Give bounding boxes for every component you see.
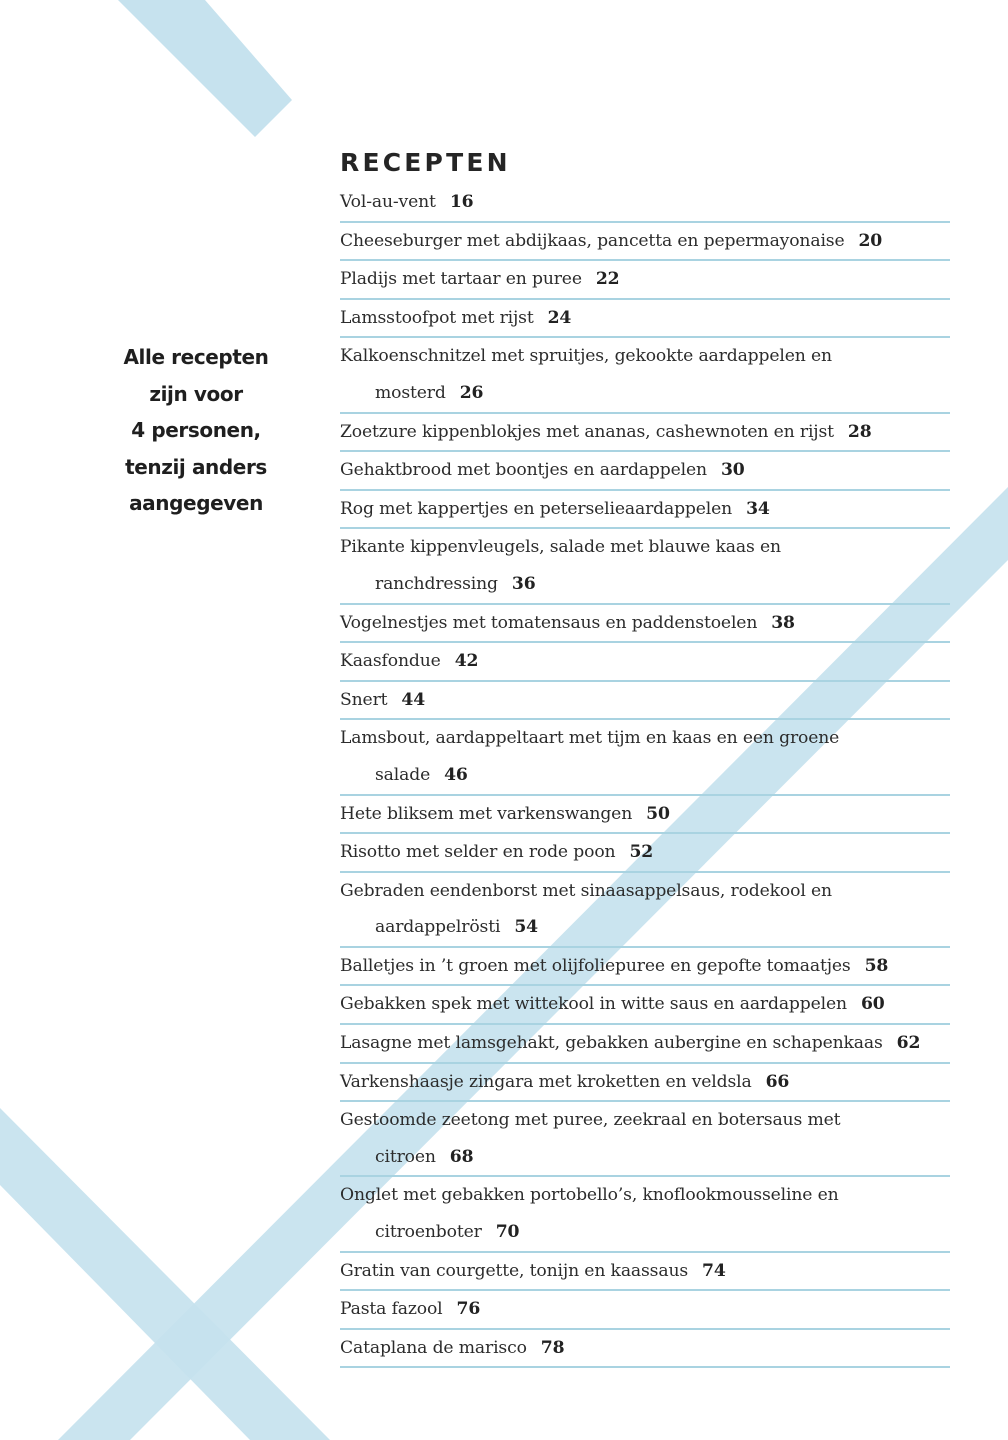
toc-entry-title [340, 796, 950, 833]
toc-entry[interactable] [340, 1025, 950, 1064]
toc-entry[interactable] [340, 986, 950, 1025]
recipe-title-text: Gehaktbrood met boontjes en aardappelen [340, 460, 707, 481]
recipe-title-text: Gratin van courgette, tonijn en kaassaus [340, 1260, 689, 1281]
servings-note-line: aangegeven [129, 491, 263, 516]
recipe-title-text: Kaasfondue [340, 651, 441, 672]
toc-entry[interactable] [340, 834, 950, 873]
page-number: 22 [595, 269, 620, 290]
toc-entry-title [340, 605, 950, 642]
page-number: 60 [860, 994, 885, 1015]
toc-entry[interactable] [340, 1330, 950, 1369]
recipe-title-text: Gebakken spek met wittekool in witte saus en aardappelen [340, 994, 847, 1015]
toc-entry-title [340, 1064, 950, 1101]
toc-entry-title [340, 986, 950, 1023]
recipe-title-text: aardappelrösti [375, 917, 501, 938]
recipe-title-text: Zoetzure kippenblokjes met ananas, cashewnoten en rijst [340, 421, 834, 442]
toc-entry[interactable] [340, 529, 950, 604]
toc-entry-title-continuation [340, 1214, 950, 1251]
toc-entry[interactable] [340, 605, 950, 644]
toc-entry-title [340, 1330, 950, 1367]
toc-entry-title [340, 452, 950, 489]
table-of-contents [340, 144, 950, 1368]
servings-note-line: 4 personen, [131, 418, 261, 443]
toc-entry-title [340, 184, 950, 221]
recipe-title-text: Rog met kappertjes en peterselieaardappelen [340, 498, 733, 519]
recipe-title-text: Onglet met gebakken portobello’s, knoflookmousseline en [340, 1185, 839, 1206]
toc-entry[interactable] [340, 643, 950, 682]
toc-entry[interactable] [340, 223, 950, 262]
toc-entry[interactable] [340, 1177, 950, 1252]
recipe-title-text: Cataplana de marisco [340, 1337, 527, 1358]
toc-entry[interactable] [340, 300, 950, 339]
toc-entry-title [340, 261, 950, 298]
recipe-title-text: Varkenshaasje zingara met kroketten en veldsla [340, 1071, 752, 1092]
recipe-title-text: Gebraden eendenborst met sinaasappelsaus, rodekool en [340, 880, 832, 901]
toc-entry-title [340, 1177, 950, 1214]
toc-entry-title-continuation [340, 566, 950, 603]
page-number: 76 [456, 1299, 481, 1320]
page-number: 70 [495, 1222, 520, 1243]
recipe-title-text: Lasagne met lamsgehakt, gebakken aubergine en schapenkaas [340, 1033, 883, 1054]
recipe-title-text: ranchdressing [375, 573, 498, 594]
servings-note-line: tenzij anders [125, 454, 267, 479]
toc-entry-title [340, 529, 950, 566]
page-number: 68 [449, 1146, 474, 1167]
toc-entry[interactable] [340, 948, 950, 987]
recipe-title-text: mosterd [375, 382, 446, 403]
page-number: 62 [896, 1033, 921, 1054]
toc-entry[interactable] [340, 720, 950, 795]
recipe-title-text: salade [375, 764, 431, 785]
toc-entry[interactable] [340, 1291, 950, 1330]
toc-entry[interactable] [340, 452, 950, 491]
page-number: 50 [646, 803, 670, 824]
recipe-title-text: Cheeseburger met abdijkaas, pancetta en pepermayonaise [340, 230, 845, 251]
page-number: 44 [401, 689, 426, 710]
toc-entry-title [340, 414, 950, 451]
recipe-title-text: Vogelnestjes met tomatensaus en paddenstoelen [340, 612, 758, 633]
page-number: 34 [746, 498, 770, 519]
toc-entry-title-continuation [340, 1139, 950, 1176]
page-number: 28 [847, 421, 872, 442]
toc-entry[interactable] [340, 1064, 950, 1103]
toc-entry-title [340, 223, 950, 260]
toc-entry-title [340, 1253, 950, 1290]
recipe-title-text: Hete bliksem met varkenswangen [340, 803, 633, 824]
page-number: 38 [771, 612, 795, 633]
recipe-title-text: Kalkoenschnitzel met spruitjes, gekookte aardappelen en [340, 346, 832, 367]
recipe-title-text: citroenboter [375, 1222, 482, 1243]
toc-entry-title-continuation [340, 375, 950, 412]
recipe-list [340, 184, 950, 1368]
toc-entry[interactable] [340, 1253, 950, 1292]
toc-entry[interactable] [340, 491, 950, 530]
page-number: 58 [864, 955, 889, 976]
servings-note-line: Alle recepten [123, 345, 269, 369]
recipe-title-text: Pasta fazool [340, 1299, 443, 1320]
toc-entry-title [340, 682, 950, 719]
toc-entry[interactable] [340, 682, 950, 721]
toc-entry[interactable] [340, 873, 950, 948]
toc-entry[interactable] [340, 261, 950, 300]
recipe-title-text: Lamsstoofpot met rijst [340, 307, 534, 328]
page-number: 16 [449, 192, 474, 212]
recipe-title-text: Balletjes in ’t groen met olijfoliepuree en gepofte tomaatjes [340, 955, 851, 976]
toc-entry-title [340, 948, 950, 985]
toc-entry-title [340, 1025, 950, 1062]
page-number: 46 [444, 764, 468, 785]
toc-entry-title [340, 643, 950, 680]
recipe-title-text: Vol-au-vent [340, 192, 436, 212]
toc-entry-title [340, 834, 950, 871]
recipe-title-text: Lamsbout, aardappeltaart met tijm en kaas en een groene [340, 728, 840, 749]
toc-title: RECEPTEN [340, 148, 511, 177]
servings-note-line: zijn voor [149, 381, 243, 406]
page-number: 24 [547, 307, 572, 328]
toc-entry-title [340, 1291, 950, 1328]
page-number: 26 [459, 382, 484, 403]
toc-entry[interactable] [340, 796, 950, 835]
toc-entry-title [340, 720, 950, 757]
recipe-title-text: Gestoomde zeetong met puree, zeekraal en botersaus met [340, 1110, 841, 1131]
recipe-title-text: Risotto met selder en rode poon [340, 842, 616, 863]
toc-entry[interactable] [340, 1102, 950, 1177]
page-number: 66 [765, 1071, 790, 1092]
servings-note [96, 339, 296, 522]
top-stripe [118, 0, 292, 137]
recipe-title-text: Pladijs met tartaar en puree [340, 269, 582, 290]
page-number: 54 [514, 917, 538, 938]
toc-entry-title [340, 300, 950, 337]
toc-entry-title [340, 491, 950, 528]
page-number: 20 [858, 230, 883, 251]
page-number: 78 [540, 1337, 565, 1358]
recipe-title-text: citroen [375, 1146, 436, 1167]
recipe-title-text: Pikante kippenvleugels, salade met blauwe kaas en [340, 537, 781, 558]
recipe-title-text: Snert [340, 689, 388, 710]
page-number: 30 [720, 460, 745, 481]
toc-entry-title [340, 338, 950, 375]
page-number: 74 [702, 1260, 726, 1281]
page-number: 36 [511, 573, 536, 594]
page-number: 42 [454, 651, 479, 672]
toc-entry[interactable] [340, 184, 950, 223]
toc-entry-title [340, 873, 950, 910]
page-number: 52 [629, 842, 654, 863]
toc-entry-title [340, 1102, 950, 1139]
toc-entry-title-continuation [340, 909, 950, 946]
toc-entry[interactable] [340, 414, 950, 453]
toc-entry[interactable] [340, 338, 950, 413]
toc-entry-title-continuation [340, 757, 950, 794]
